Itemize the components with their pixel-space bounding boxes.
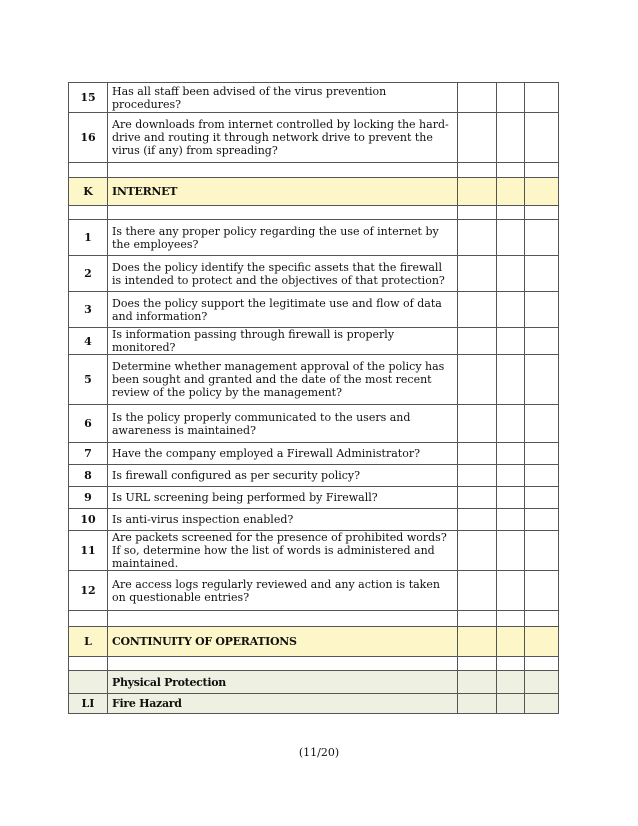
answer-cell: [525, 292, 559, 328]
answer-cell: [497, 465, 525, 487]
question-text: Are packets screened for the presence of prohibited words? If so, determine how the list of words is administered and maintained.: [108, 531, 458, 571]
answer-cell: [458, 671, 497, 694]
row-number: 8: [69, 465, 108, 487]
row-number: 6: [69, 405, 108, 443]
question-text: Is information passing through firewall is properly monitored?: [108, 328, 458, 355]
section-letter: K: [69, 178, 108, 206]
answer-cell: [525, 163, 559, 178]
page-number: (11/20): [298, 746, 340, 759]
answer-cell: [458, 256, 497, 292]
answer-cell: [458, 206, 497, 220]
table-row: [69, 509, 559, 531]
answer-cell: [497, 355, 525, 405]
answer-cell: [458, 694, 497, 714]
answer-cell: [497, 163, 525, 178]
answer-cell: [458, 531, 497, 571]
table-row: [69, 113, 559, 163]
answer-cell: [525, 627, 559, 657]
row-number: 16: [69, 113, 108, 163]
spacer-row: [69, 163, 559, 178]
answer-cell: [458, 509, 497, 531]
row-number: 3: [69, 292, 108, 328]
answer-cell: [525, 531, 559, 571]
question-text: Has all staff been advised of the virus prevention procedures?: [108, 83, 458, 113]
section-title: CONTINUITY OF OPERATIONS: [108, 627, 458, 657]
answer-cell: [525, 405, 559, 443]
question-text: Does the policy support the legitimate use and flow of data and information?: [108, 292, 458, 328]
answer-cell: [497, 206, 525, 220]
question-text: [108, 611, 458, 627]
row-number: [69, 611, 108, 627]
answer-cell: [525, 113, 559, 163]
answer-cell: [497, 694, 525, 714]
subsection-title: Fire Hazard: [108, 694, 458, 714]
subsection-title: Physical Protection: [108, 671, 458, 694]
table-row: [69, 405, 559, 443]
answer-cell: [497, 443, 525, 465]
question-text: [108, 206, 458, 220]
row-number: LI: [69, 694, 108, 714]
subsection-row: [69, 671, 559, 694]
answer-cell: [497, 531, 525, 571]
checklist-table: [68, 82, 559, 714]
answer-cell: [497, 113, 525, 163]
question-text: Determine whether management approval of the policy has been sought and granted and the date of the most recent review of the policy by the management?: [108, 355, 458, 405]
row-number: 1: [69, 220, 108, 256]
answer-cell: [458, 465, 497, 487]
answer-cell: [458, 163, 497, 178]
question-text: Is the policy properly communicated to the users and awareness is maintained?: [108, 405, 458, 443]
row-number: 9: [69, 487, 108, 509]
answer-cell: [458, 627, 497, 657]
question-text: Does the policy identify the specific assets that the firewall is intended to protect and the objectives of that protection?: [108, 256, 458, 292]
row-number: [69, 671, 108, 694]
answer-cell: [458, 571, 497, 611]
answer-cell: [458, 355, 497, 405]
question-text: [108, 657, 458, 671]
answer-cell: [497, 256, 525, 292]
answer-cell: [525, 220, 559, 256]
table-row: [69, 465, 559, 487]
answer-cell: [497, 405, 525, 443]
section-title: INTERNET: [108, 178, 458, 206]
row-number: 10: [69, 509, 108, 531]
answer-cell: [458, 113, 497, 163]
row-number: [69, 206, 108, 220]
row-number: 2: [69, 256, 108, 292]
answer-cell: [525, 206, 559, 220]
answer-cell: [525, 355, 559, 405]
answer-cell: [497, 220, 525, 256]
answer-cell: [497, 328, 525, 355]
table-row: [69, 292, 559, 328]
table-row: [69, 355, 559, 405]
answer-cell: [525, 178, 559, 206]
answer-cell: [525, 509, 559, 531]
table-row: [69, 328, 559, 355]
section-letter: L: [69, 627, 108, 657]
question-text: [108, 163, 458, 178]
answer-cell: [458, 443, 497, 465]
question-text: Is URL screening being performed by Firewall?: [108, 487, 458, 509]
subsection-row: [69, 694, 559, 714]
answer-cell: [497, 627, 525, 657]
answer-cell: [525, 694, 559, 714]
answer-cell: [525, 671, 559, 694]
answer-cell: [497, 571, 525, 611]
row-number: 4: [69, 328, 108, 355]
answer-cell: [525, 571, 559, 611]
answer-cell: [497, 611, 525, 627]
question-text: Is anti-virus inspection enabled?: [108, 509, 458, 531]
section-row: [69, 627, 559, 657]
table-row: [69, 487, 559, 509]
answer-cell: [458, 405, 497, 443]
table-row: [69, 531, 559, 571]
answer-cell: [525, 611, 559, 627]
row-number: 12: [69, 571, 108, 611]
answer-cell: [525, 443, 559, 465]
answer-cell: [497, 83, 525, 113]
section-row: [69, 178, 559, 206]
answer-cell: [525, 657, 559, 671]
table-row: [69, 256, 559, 292]
answer-cell: [497, 509, 525, 531]
answer-cell: [525, 328, 559, 355]
spacer-row: [69, 611, 559, 627]
row-number: [69, 657, 108, 671]
answer-cell: [458, 487, 497, 509]
question-text: Are access logs regularly reviewed and any action is taken on questionable entries?: [108, 571, 458, 611]
table-row: [69, 571, 559, 611]
answer-cell: [497, 292, 525, 328]
table-row: [69, 83, 559, 113]
row-number: 5: [69, 355, 108, 405]
answer-cell: [458, 292, 497, 328]
answer-cell: [458, 83, 497, 113]
answer-cell: [525, 83, 559, 113]
answer-cell: [458, 611, 497, 627]
answer-cell: [458, 220, 497, 256]
row-number: 15: [69, 83, 108, 113]
answer-cell: [497, 657, 525, 671]
spacer-row: [69, 657, 559, 671]
table-row: [69, 220, 559, 256]
answer-cell: [525, 256, 559, 292]
question-text: Are downloads from internet controlled by locking the hard-drive and routing it through network drive to prevent the virus (if any) from spreading?: [108, 113, 458, 163]
table-row: [69, 443, 559, 465]
answer-cell: [458, 178, 497, 206]
answer-cell: [497, 487, 525, 509]
row-number: [69, 163, 108, 178]
question-text: Is firewall configured as per security policy?: [108, 465, 458, 487]
row-number: 7: [69, 443, 108, 465]
answer-cell: [525, 487, 559, 509]
question-text: Is there any proper policy regarding the use of internet by the employees?: [108, 220, 458, 256]
answer-cell: [497, 178, 525, 206]
answer-cell: [525, 465, 559, 487]
answer-cell: [458, 328, 497, 355]
spacer-row: [69, 206, 559, 220]
row-number: 11: [69, 531, 108, 571]
answer-cell: [497, 671, 525, 694]
question-text: Have the company employed a Firewall Administrator?: [108, 443, 458, 465]
answer-cell: [458, 657, 497, 671]
